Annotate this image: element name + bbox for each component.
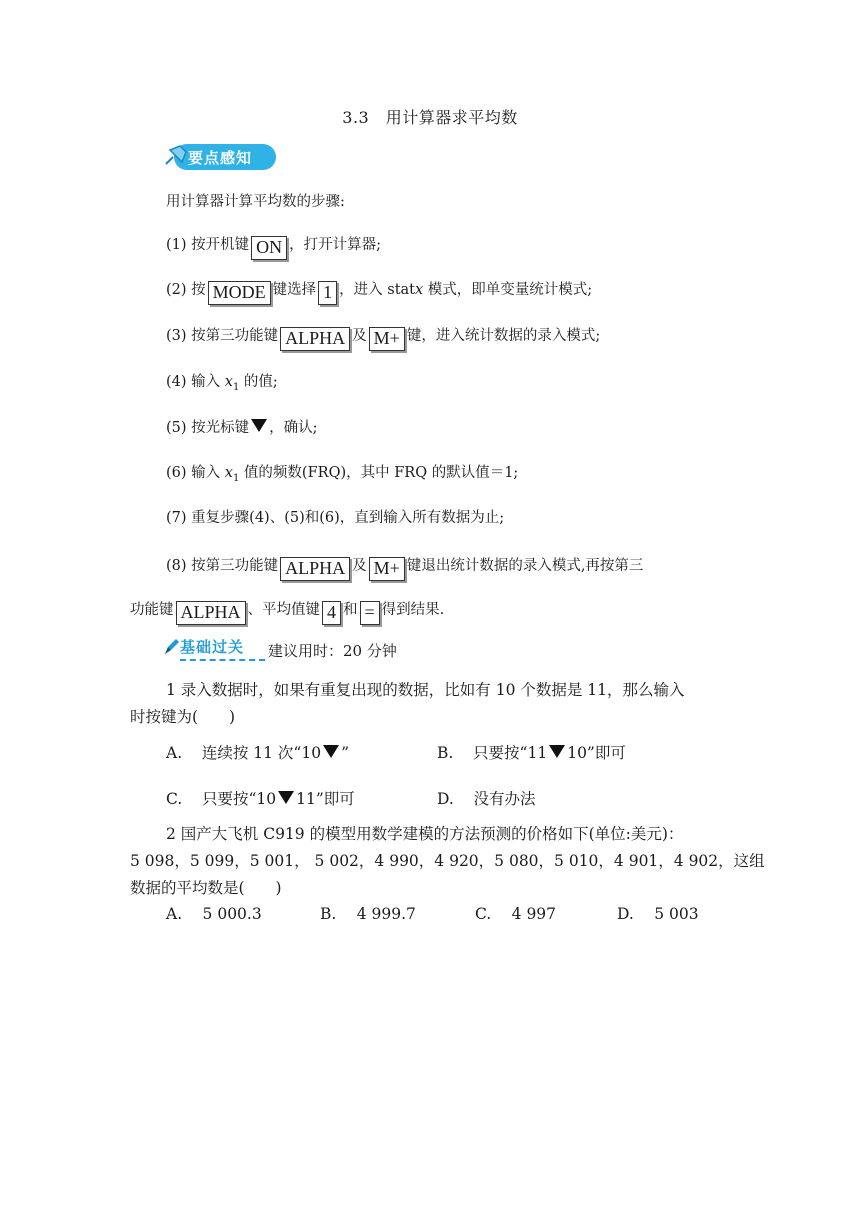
step-5-number: (5) bbox=[166, 420, 187, 436]
step-6-text: 输入 bbox=[191, 465, 225, 481]
step-1-number: (1) bbox=[166, 237, 187, 253]
step-4-number: (4) bbox=[166, 374, 187, 390]
q1-option-c bbox=[166, 787, 355, 809]
step-2-text-end2: 模式，即单变量统计模式; bbox=[423, 282, 593, 298]
step-4-text-end: 的值; bbox=[239, 374, 278, 390]
basics-label: 基础过关 bbox=[180, 636, 265, 661]
step-4-text: 输入 bbox=[191, 374, 225, 390]
step-1-text: 按开机键 bbox=[191, 237, 250, 253]
time-hint: 建议用时：20 分钟 bbox=[268, 642, 397, 660]
down-triangle-icon bbox=[278, 791, 294, 804]
page-title: 3.3 用计算器求平均数 bbox=[342, 108, 518, 127]
step-2-text: 按 bbox=[191, 282, 206, 298]
step-7-text: 重复步骤(4)、(5)和(6)，直到输入所有数据为止; bbox=[191, 510, 505, 526]
step-2 bbox=[166, 278, 592, 305]
q1-c-text: 只要按“10 bbox=[201, 790, 277, 808]
q1-c-label: C. bbox=[166, 790, 183, 808]
step-3-text-mid: 及 bbox=[352, 328, 367, 344]
equals-key: = bbox=[360, 601, 380, 625]
down-triangle-icon bbox=[323, 745, 339, 758]
down-triangle-icon bbox=[549, 745, 565, 758]
q1-b-text: 只要按“11 bbox=[473, 744, 548, 762]
step-2-text-mid: 键选择 bbox=[272, 282, 317, 298]
key-points-banner bbox=[160, 142, 276, 172]
step-5-text-end: ，确认; bbox=[269, 420, 318, 436]
alpha-key: ALPHA bbox=[280, 327, 350, 351]
q1-d-label: D. bbox=[437, 790, 454, 808]
step-8-number: (8) bbox=[166, 558, 187, 574]
q2-line-1: 2 国产大飞机 C919 的模型用数学建模的方法预测的价格如下(单位:美元)： bbox=[166, 825, 684, 843]
q1-option-d bbox=[437, 787, 536, 809]
step-5 bbox=[166, 416, 318, 437]
step-3-number: (3) bbox=[166, 328, 187, 344]
q2-option-d: D. 5 003 bbox=[617, 905, 699, 923]
pencil-icon bbox=[162, 637, 180, 657]
step-1-text-end: ，打开计算器; bbox=[289, 237, 382, 253]
step-8 bbox=[166, 554, 643, 581]
q1-b-label: B. bbox=[437, 744, 454, 762]
q1-c-text-end: 11”即可 bbox=[296, 790, 355, 808]
step-8-l2-end: 得到结果. bbox=[381, 602, 445, 618]
step-6 bbox=[166, 461, 518, 484]
step-2-var: x bbox=[415, 282, 424, 298]
q2-option-b: B. 4 999.7 bbox=[320, 905, 416, 923]
q1-line-1: 1 录入数据时，如果有重复出现的数据，比如有 10 个数据是 11，那么输入 bbox=[166, 681, 685, 699]
q2-option-a: A. 5 000.3 bbox=[166, 905, 262, 923]
q1-b-text-end: 10”即可 bbox=[567, 744, 626, 762]
step-1 bbox=[166, 233, 381, 260]
q2-line-2: 5 098，5 099，5 001， 5 002，4 990，4 920，5 080，5 010，4 901，4 902，这组 bbox=[130, 852, 765, 870]
m-plus-key: M+ bbox=[369, 327, 405, 351]
q1-option-a bbox=[166, 741, 349, 763]
step-8-l2-text: 功能键 bbox=[130, 602, 174, 618]
step-8-l2-mid2: 和 bbox=[343, 602, 358, 618]
m-plus-key-2: M+ bbox=[369, 557, 405, 581]
step-3-text-end: 键，进入统计数据的录入模式; bbox=[406, 328, 601, 344]
pushpin-icon bbox=[160, 142, 190, 172]
step-7 bbox=[166, 506, 504, 527]
step-3-text: 按第三功能键 bbox=[191, 328, 279, 344]
mode-key: MODE bbox=[208, 281, 271, 305]
on-key: ON bbox=[251, 236, 287, 260]
step-6-text-end: 值的频数(FRQ)，其中 FRQ 的默认值＝1; bbox=[239, 465, 519, 481]
step-7-number: (7) bbox=[166, 510, 187, 526]
q2-option-c: C. 4 997 bbox=[475, 905, 557, 923]
step-2-text-end: ，进入 stat bbox=[339, 282, 416, 298]
step-5-text: 按光标键 bbox=[191, 420, 250, 436]
q1-d-text: 没有办法 bbox=[473, 790, 536, 808]
q1-a-text-end: ” bbox=[341, 744, 350, 762]
q2-line-3: 数据的平均数是( ) bbox=[130, 879, 282, 897]
step-4-var: x bbox=[224, 374, 233, 390]
q1-line-2: 时按键为( ) bbox=[130, 708, 236, 726]
step-6-sub: 1 bbox=[232, 472, 240, 484]
step-6-number: (6) bbox=[166, 465, 187, 481]
q1-a-label: A. bbox=[166, 744, 183, 762]
alpha-key-3: ALPHA bbox=[176, 601, 246, 625]
step-3 bbox=[166, 324, 600, 351]
step-4 bbox=[166, 370, 278, 393]
step-8-line-2 bbox=[130, 598, 444, 625]
step-4-sub: 1 bbox=[232, 381, 240, 393]
step-8-text: 按第三功能键 bbox=[191, 558, 279, 574]
key-points-label: 要点感知 bbox=[188, 149, 253, 167]
alpha-key-2: ALPHA bbox=[280, 557, 350, 581]
one-key: 1 bbox=[318, 281, 337, 305]
four-key: 4 bbox=[322, 601, 341, 625]
q1-a-text: 连续按 11 次“10 bbox=[201, 744, 322, 762]
down-triangle-icon bbox=[251, 419, 267, 432]
q1-option-b bbox=[437, 741, 626, 763]
step-2-number: (2) bbox=[166, 282, 187, 298]
step-8-l2-mid: 、平均值键 bbox=[247, 602, 321, 618]
step-8-text-end: 键退出统计数据的录入模式,再按第三 bbox=[406, 558, 644, 574]
step-6-var: x bbox=[224, 465, 233, 481]
step-8-text-mid: 及 bbox=[352, 558, 367, 574]
intro-text: 用计算器计算平均数的步骤: bbox=[166, 194, 345, 210]
